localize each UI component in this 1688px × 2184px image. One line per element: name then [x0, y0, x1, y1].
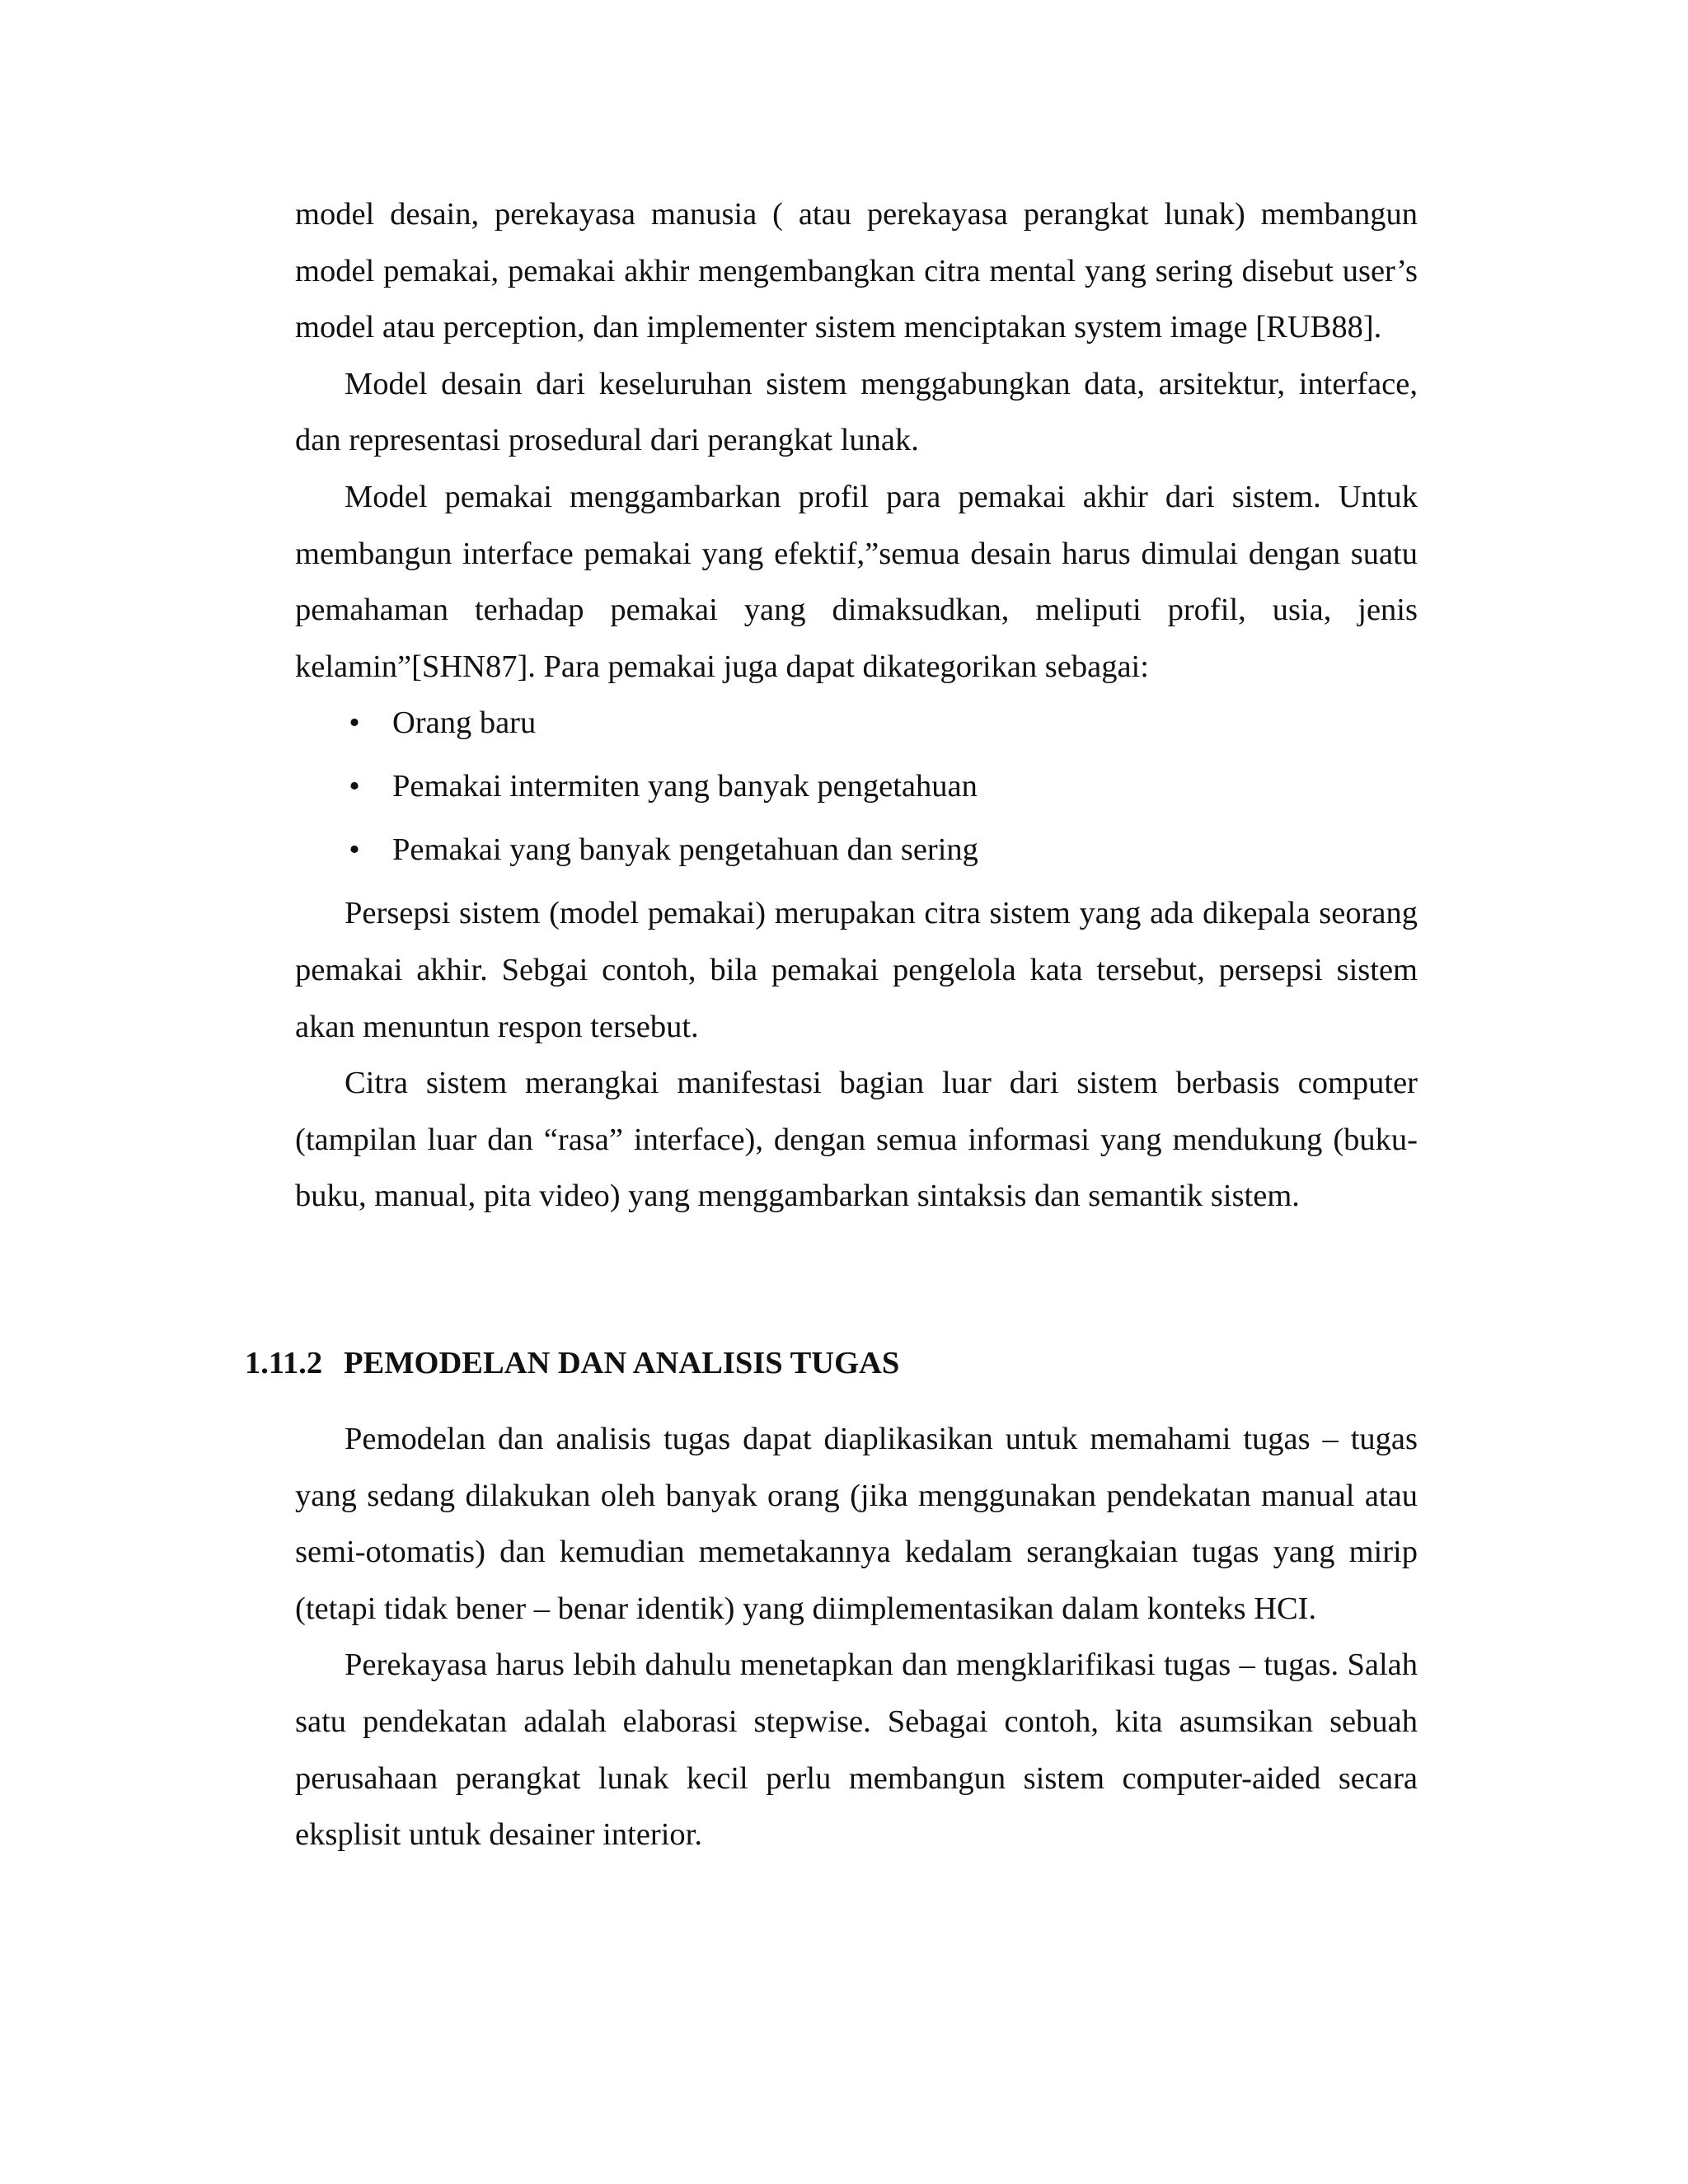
- paragraph: Persepsi sistem (model pemakai) merupakan citra sistem yang ada dikepala seorang pemakai akhir. Sebgai contoh, bila pemakai pengelola kata tersebut, persepsi sistem akan menuntun respon tersebut.: [295, 896, 1418, 1044]
- paragraph: Model desain dari keseluruhan sistem menggabungkan data, arsitektur, interface, dan representasi prosedural dari perangkat lunak.: [295, 366, 1418, 458]
- body-text-upper: [295, 186, 1418, 1225]
- user-category-list: [295, 695, 1418, 885]
- paragraph: Citra sistem merangkai manifestasi bagian luar dari sistem berbasis computer (tampilan luar dan “rasa” interface), dengan semua informasi yang mendukung (buku-buku, manual, pita video) yang menggambarkan sintaksis dan semantik sistem.: [295, 1066, 1418, 1214]
- paragraph: Model pemakai menggambarkan profil para pemakai akhir dari sistem. Untuk membangun interface pemakai yang efektif,”semua desain harus dimulai dengan suatu pemahaman terhadap pemakai yang dimaksudkan, meliputi profil, usia, jenis kelamin”[SHN87]. Para pemakai juga dapat dikategorikan sebagai:: [295, 479, 1418, 684]
- bullet-icon: •: [349, 832, 360, 868]
- bullet-icon: •: [349, 769, 360, 804]
- section-title: PEMODELAN DAN ANALISIS TUGAS: [344, 1346, 900, 1380]
- list-item-text: Orang baru: [392, 705, 537, 741]
- bullet-icon: •: [349, 705, 360, 741]
- list-item-text: Pemakai yang banyak pengetahuan dan sering: [392, 832, 978, 868]
- list-item: [295, 822, 1418, 885]
- paragraph: Pemodelan dan analisis tugas dapat diaplikasikan untuk memahami tugas – tugas yang sedang dilakukan oleh banyak orang (jika menggunakan pendekatan manual atau semi-otomatis) dan kemudian memetakannya kedalam serangkaian tugas yang mirip (tetapi tidak bener – benar identik) yang diimplementasikan dalam konteks HCI.: [295, 1422, 1418, 1626]
- section-number: 1.11.2: [245, 1346, 323, 1380]
- body-text-lower: [295, 1411, 1418, 1863]
- section-heading: [245, 1335, 899, 1392]
- list-item: [295, 695, 1418, 758]
- list-item-text: Pemakai intermiten yang banyak pengetahuan: [392, 769, 978, 804]
- list-item: [295, 758, 1418, 822]
- paragraph: model desain, perekayasa manusia ( atau perekayasa perangkat lunak) membangun model pemakai, pemakai akhir mengembangkan citra mental yang sering disebut user’s model atau perception, dan implementer sistem menciptakan system image [RUB88].: [295, 197, 1418, 345]
- paragraph: Perekayasa harus lebih dahulu menetapkan dan mengklarifikasi tugas – tugas. Salah satu pendekatan adalah elaborasi stepwise. Sebagai contoh, kita asumsikan sebuah perusahaan perangkat lunak kecil perlu membangun sistem computer-aided secara eksplisit untuk desainer interior.: [295, 1647, 1418, 1853]
